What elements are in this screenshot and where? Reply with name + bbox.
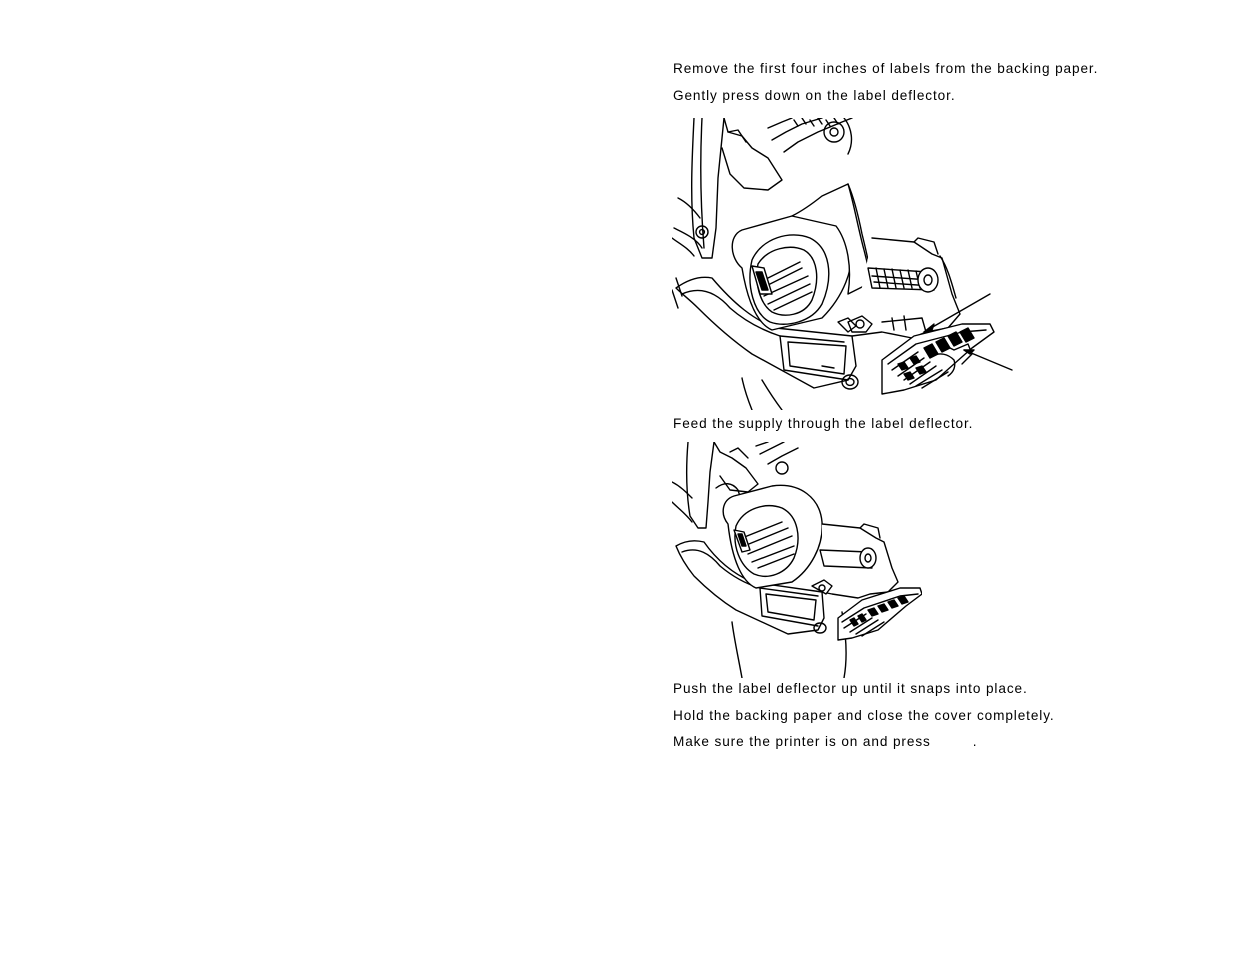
step-remove-labels: Remove the first four inches of labels from the backing paper.: [673, 61, 1099, 76]
step-push-deflector: Push the label deflector up until it snaps into place.: [673, 681, 1028, 696]
step-make-sure: [673, 734, 977, 750]
step-hold-backing: Hold the backing paper and close the cover completely.: [673, 708, 1055, 723]
step-press-deflector: Gently press down on the label deflector.: [673, 88, 956, 103]
step-make-sure-period: .: [972, 734, 978, 749]
printer-supply-through-figure: [672, 442, 922, 683]
printer-supply-through-deflector-illustration: [672, 442, 922, 678]
step-make-sure-text: Make sure the printer is on and press: [673, 734, 931, 749]
step-feed-supply: Feed the supply through the label deflector.: [673, 416, 974, 431]
printer-open-deflector-down-illustration: [672, 118, 1017, 410]
printer-deflector-down-figure: [672, 118, 1017, 415]
